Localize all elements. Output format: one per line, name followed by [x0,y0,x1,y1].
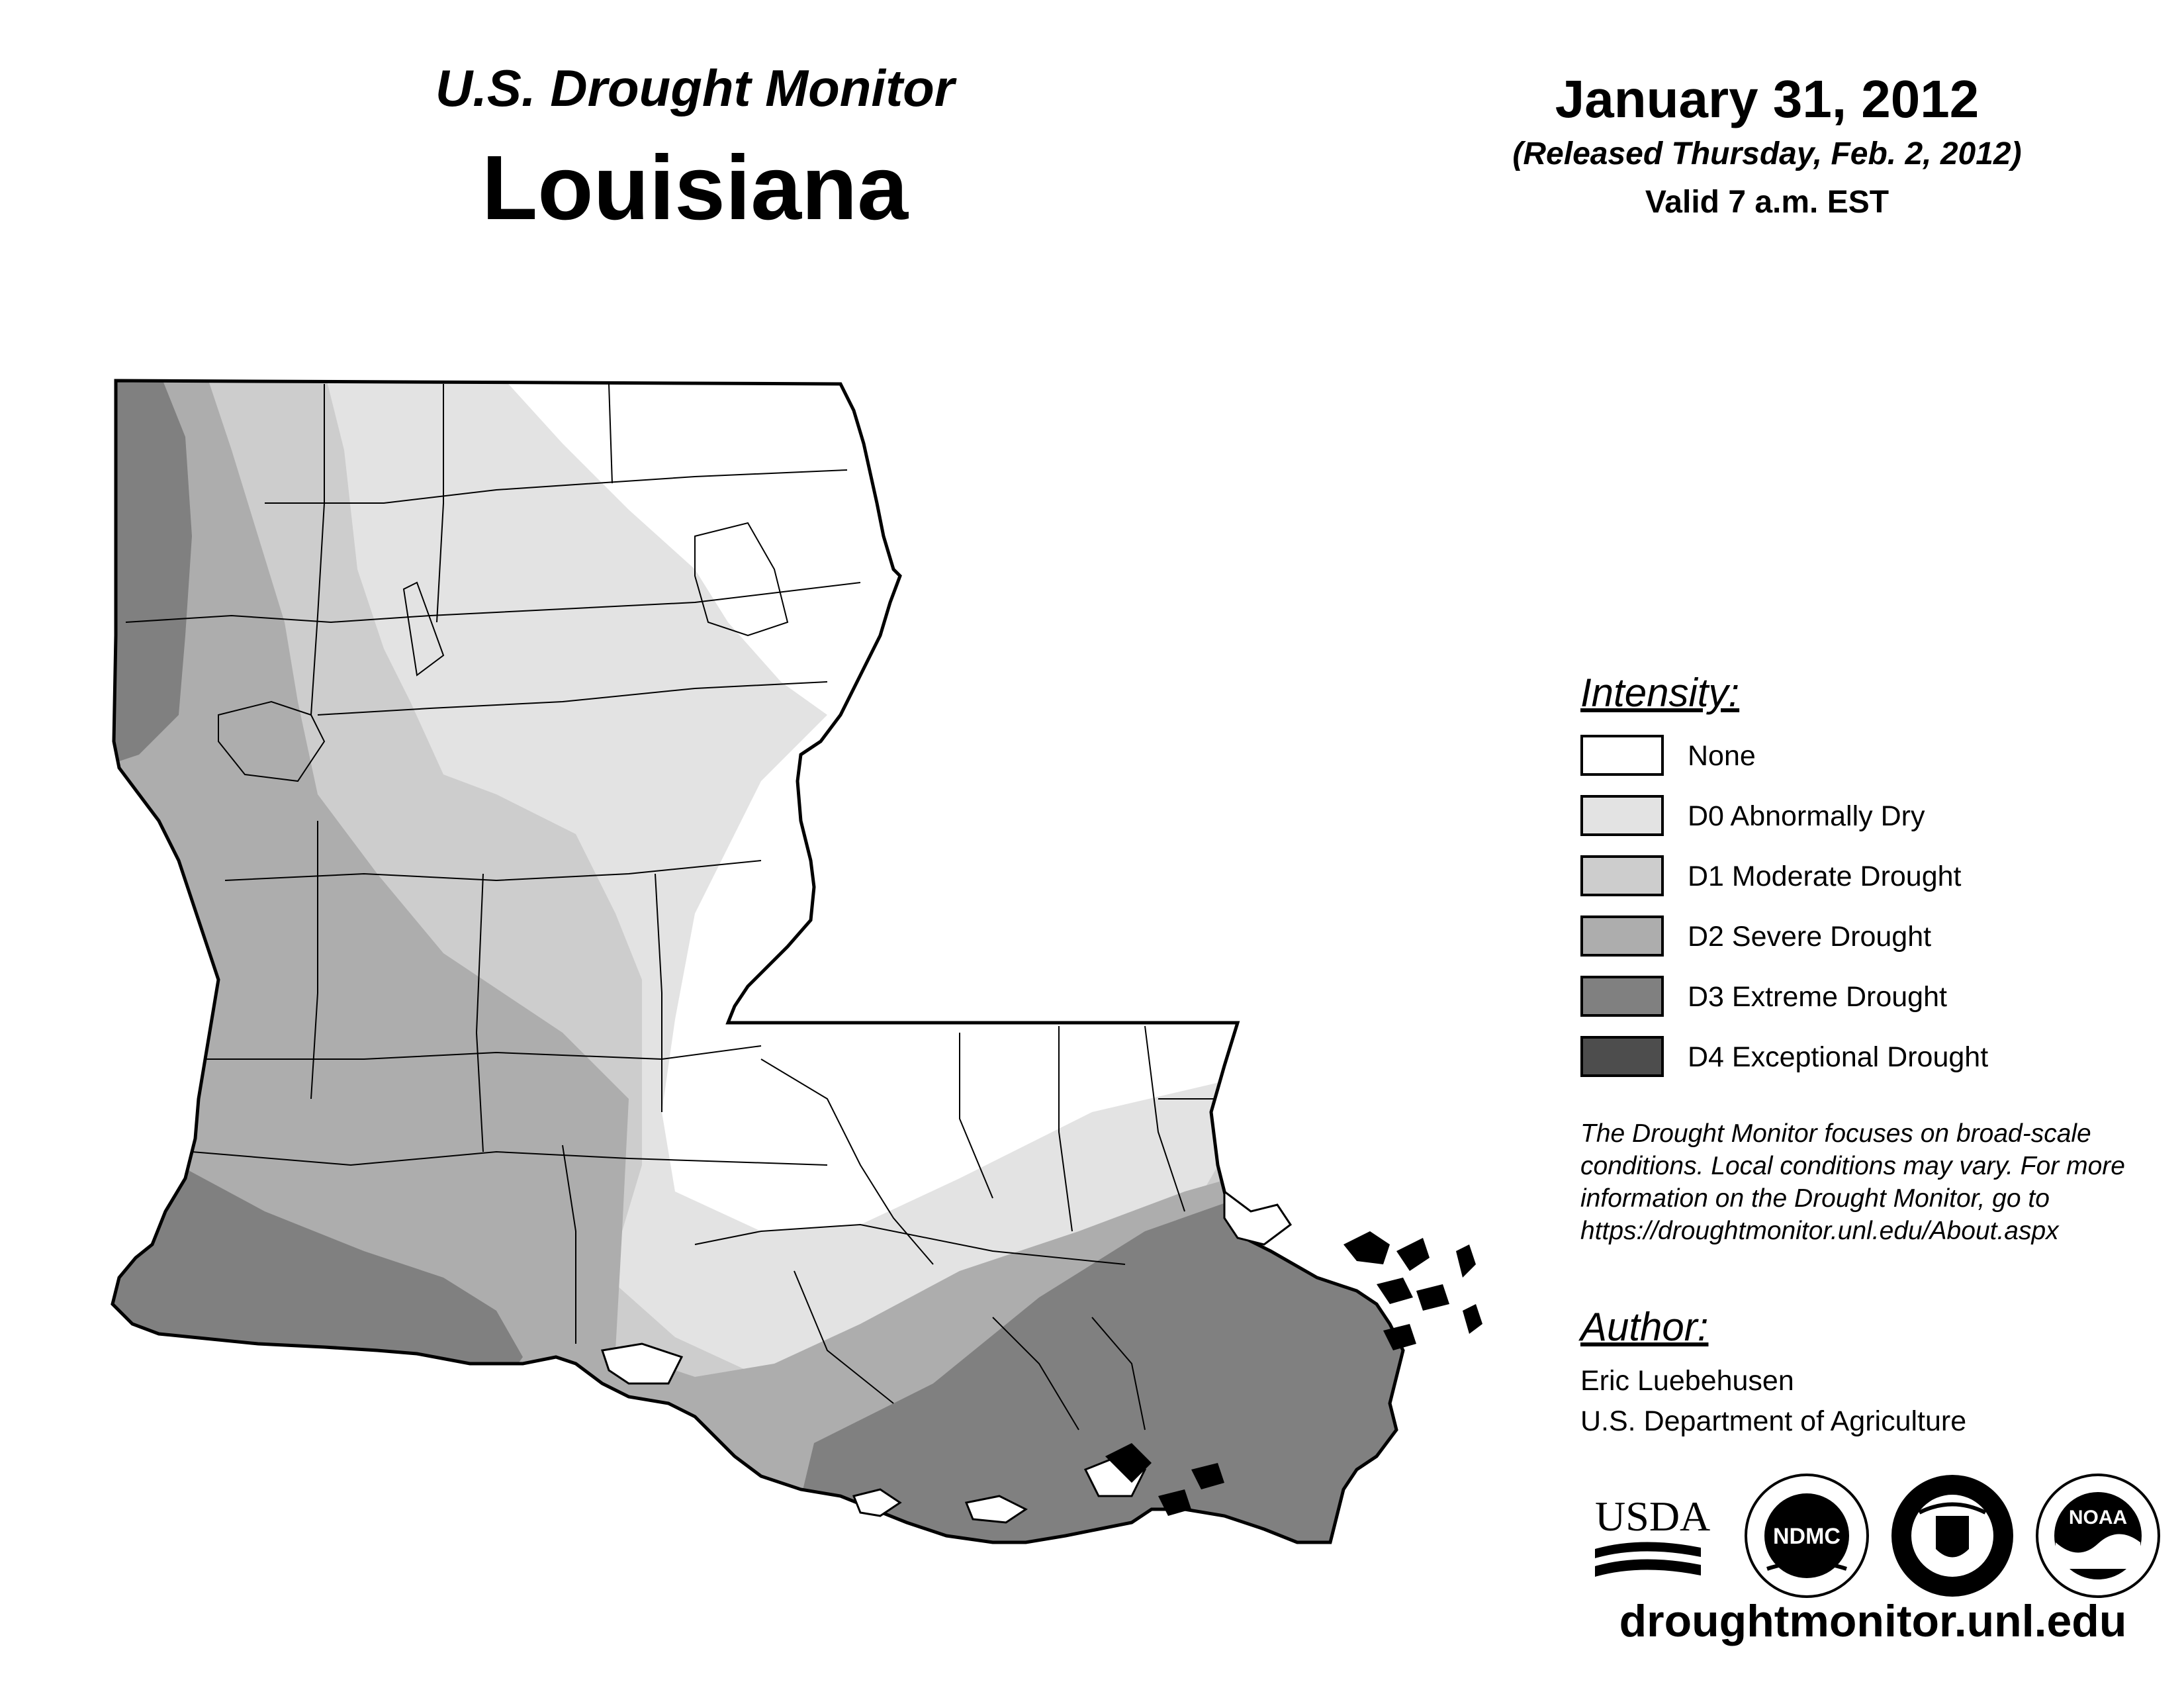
department-of-commerce-seal [1891,1475,2013,1597]
map-subtitle: U.S. Drought Monitor [435,59,955,117]
legend-swatch-d0 [1580,795,1664,836]
noaa-logo-text: NOAA [2068,1507,2128,1528]
legend-label-d3: D3 Extreme Drought [1688,981,1947,1013]
legend-swatch-d1 [1580,855,1664,896]
ndmc-logo [1746,1475,1868,1597]
map-date: January 31, 2012 [1555,70,1979,128]
author-name: Eric Luebehusen [1580,1365,1794,1397]
legend [1580,735,2110,1096]
legend-item-d2 [1580,915,2110,976]
drought-monitor-note: The Drought Monitor focuses on broad-scale conditions. Local conditions may vary. For more information on the Drought Monitor, go to https://droughtmonitor.unl.edu/About.aspx [1580,1119,2125,1245]
legend-label-d2: D2 Severe Drought [1688,921,1932,953]
author-title: Author: [1580,1305,1709,1349]
legend-item-none [1580,735,2110,795]
drought-monitor-url[interactable]: droughtmonitor.unl.edu [1619,1596,2127,1646]
legend-item-d0 [1580,795,2110,855]
legend-title: Intensity: [1580,671,1740,715]
usda-logo-text: USDA [1595,1493,1711,1540]
usda-logo [1595,1493,1710,1577]
legend-swatch-none [1580,735,1664,776]
valid-time: Valid 7 a.m. EST [1645,185,1889,220]
legend-item-d4 [1580,1036,2110,1096]
legend-label-d0: D0 Abnormally Dry [1688,800,1925,832]
louisiana-drought-map [99,371,1502,1609]
legend-swatch-d3 [1580,976,1664,1017]
legend-swatch-d2 [1580,915,1664,957]
release-date: (Released Thursday, Feb. 2, 2012) [1512,136,2022,171]
agency-logos [1588,1470,2171,1602]
ndmc-logo-text: NDMC [1773,1524,1841,1549]
legend-label-none: None [1688,740,1756,772]
legend-label-d1: D1 Moderate Drought [1688,861,1962,892]
noaa-logo [2037,1475,2159,1597]
state-title: Louisiana [481,137,909,239]
author-organization: U.S. Department of Agriculture [1580,1405,1967,1437]
legend-item-d1 [1580,855,2110,915]
legend-swatch-d4 [1580,1036,1664,1077]
legend-label-d4: D4 Exceptional Drought [1688,1041,1989,1073]
legend-item-d3 [1580,976,2110,1036]
